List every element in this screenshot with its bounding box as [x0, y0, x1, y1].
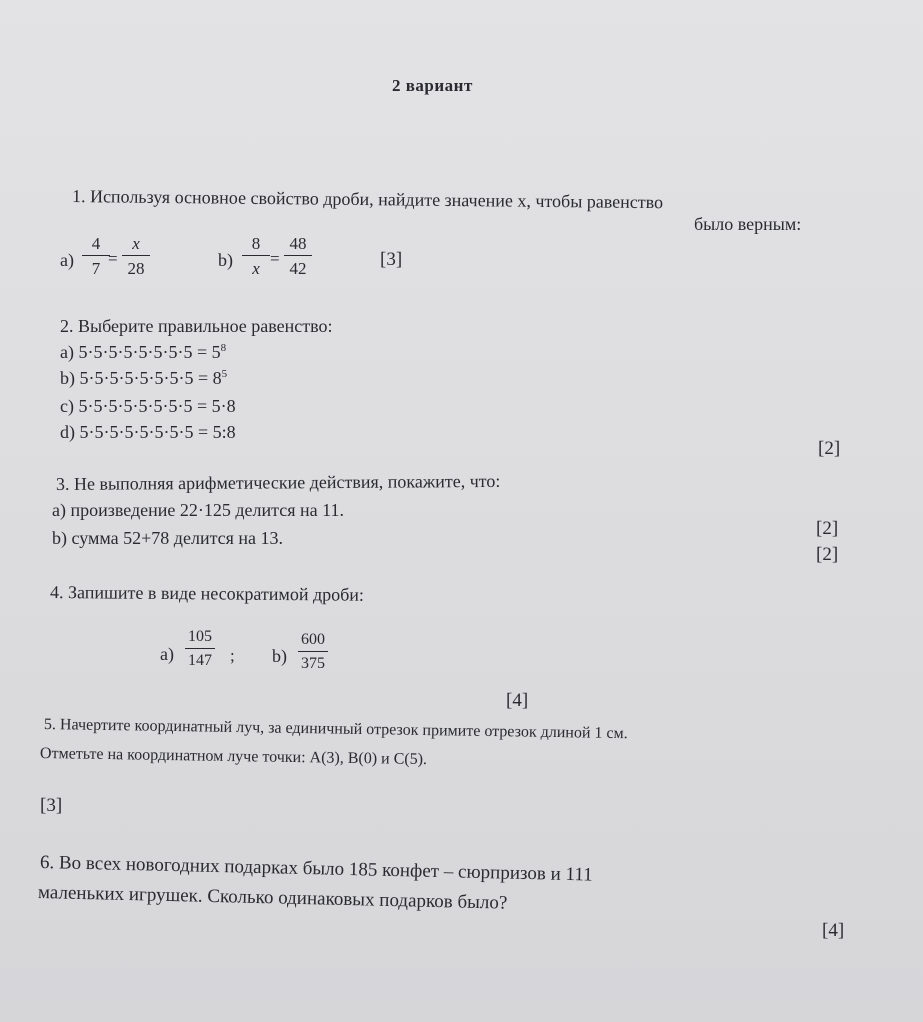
- task6-line1: 6. Во всех новогодних подарках было 185 конфет – сюрпризов и 111: [39, 852, 593, 886]
- fraction-8-x: [242, 235, 270, 277]
- task2-score: [2]: [818, 438, 841, 459]
- task2-option-a: [60, 342, 226, 363]
- task5-line1: 5. Начертите координатный луч, за единичный отрезок примите отрезок длиной 1 см.: [43, 716, 628, 743]
- option-expr: 5·5·5·5·5·5·5·5 = 8: [79, 368, 222, 388]
- task3-a: a) произведение 22·125 делится на 11.: [52, 500, 344, 520]
- denominator: 7: [91, 259, 101, 278]
- task2-option-b: [60, 368, 227, 389]
- denominator: 42: [289, 259, 307, 278]
- task1-score: [3]: [380, 249, 403, 270]
- equals-sign: =: [108, 249, 118, 268]
- option-label: c): [60, 396, 74, 416]
- denominator: 147: [188, 652, 212, 669]
- option-expr: 5·5·5·5·5·5·5·5 = 5·8: [78, 396, 236, 416]
- task6-score: [4]: [822, 920, 845, 941]
- numerator: 48: [284, 235, 312, 256]
- numerator: x: [122, 235, 150, 256]
- exponent: 5: [221, 368, 228, 380]
- task4-b-label: b): [272, 646, 287, 666]
- task6-line2: маленьких игрушек. Сколько одинаковых подарков было?: [37, 882, 508, 914]
- task3-score-a: [2]: [816, 518, 839, 539]
- equals-sign: =: [270, 249, 280, 268]
- task1-a-label: a): [60, 250, 74, 270]
- numerator: 8: [242, 235, 270, 256]
- task4-score: [4]: [506, 690, 529, 711]
- task3-heading: 3. Не выполняя арифметические действия, покажите, что:: [55, 470, 501, 494]
- page-title: 2 вариант: [392, 76, 473, 95]
- task3-score-b: [2]: [816, 544, 839, 565]
- numerator: 4: [82, 235, 110, 256]
- task4-a-label: a): [160, 644, 174, 664]
- option-label: a): [60, 342, 74, 362]
- numerator: 105: [185, 629, 215, 649]
- fraction-x-28: [122, 235, 150, 277]
- task2-heading: 2. Выберите правильное равенство:: [60, 316, 333, 336]
- fraction-4-7: [82, 235, 110, 277]
- option-expr: 5·5·5·5·5·5·5·5 = 5: [78, 342, 221, 362]
- numerator: 600: [298, 632, 328, 652]
- task3-b: b) сумма 52+78 делится на 13.: [52, 528, 284, 548]
- option-expr: 5·5·5·5·5·5·5·5 = 5:8: [79, 422, 236, 442]
- task5-line2: Отметьте на координатном луче точки: A(3), B(0) и C(5).: [39, 745, 428, 769]
- fraction-48-42: [284, 235, 312, 277]
- task4-heading: 4. Запишите в виде несократимой дроби:: [49, 582, 365, 605]
- denominator: 375: [301, 655, 325, 672]
- task2-option-d: [60, 422, 236, 443]
- separator: ;: [230, 646, 235, 665]
- option-label: b): [60, 368, 75, 388]
- task1-b-label: b): [218, 250, 233, 270]
- task1-text-end: было верным:: [694, 214, 802, 234]
- option-label: d): [60, 422, 75, 442]
- task5-score: [3]: [40, 795, 63, 816]
- task1-text: 1. Используя основное свойство дроби, найдите значение x, чтобы равенство: [71, 186, 664, 213]
- denominator: x: [252, 259, 260, 278]
- task2-option-c: [60, 396, 236, 417]
- fraction-600-375: [298, 632, 328, 672]
- exponent: 8: [220, 342, 227, 354]
- fraction-105-147: [185, 629, 215, 669]
- denominator: 28: [127, 259, 145, 278]
